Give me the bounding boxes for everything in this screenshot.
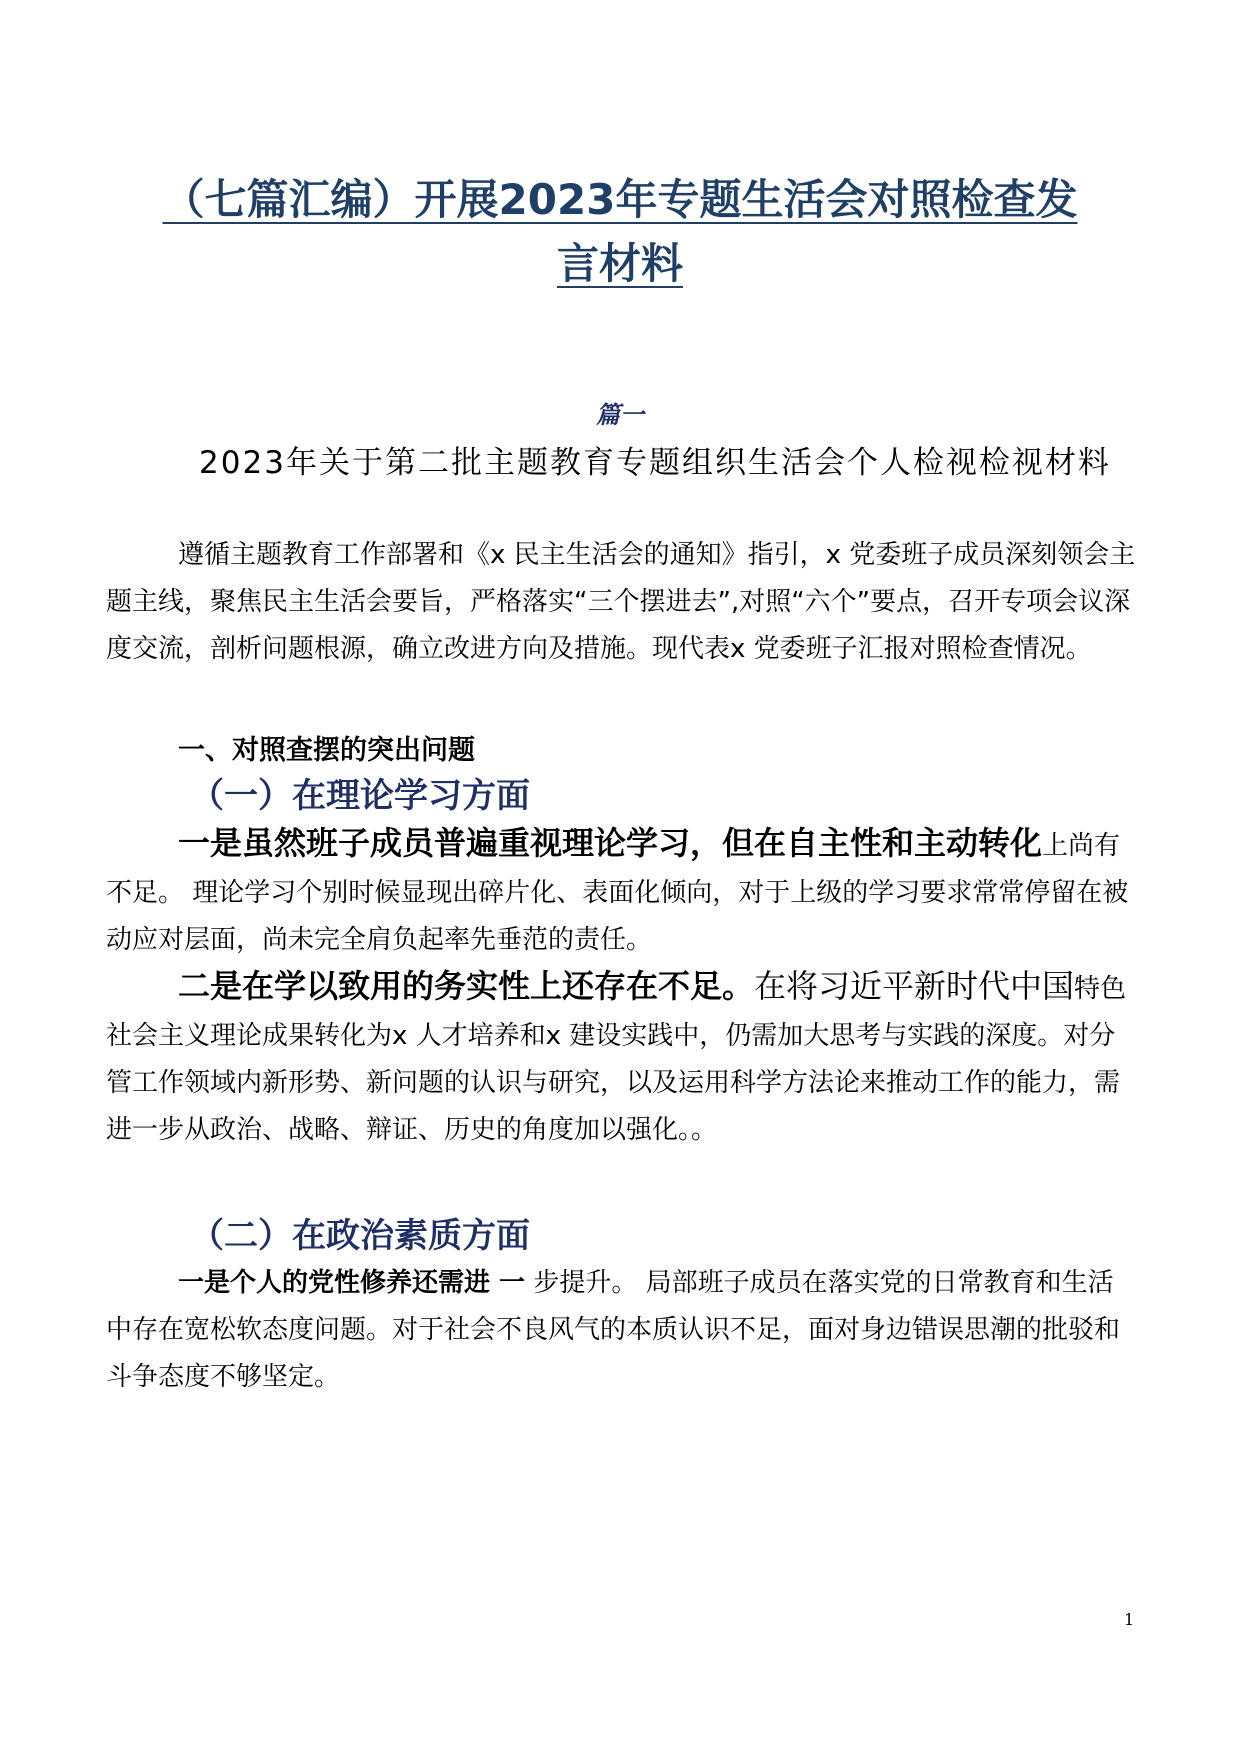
paragraph-theory-1-lead: 一是虽然班子成员普遍重视理论学习，但在自主性和主动转化 [178, 824, 1043, 862]
page-number: 1 [1124, 1610, 1135, 1629]
title-line-2: 言材料 [556, 239, 683, 288]
paragraph-theory-1-body: 上尚有不足。 理论学习个别时候显现出碎片化、表面化倾向，对于上级的学习要求常常停留在被动应对层面，尚未完全肩负起率先垂范的责任。 [106, 831, 1129, 955]
section-subtitle: 2023年关于第二批主题教育专题组织生活会个人检视检视材料 [199, 445, 1111, 481]
paragraph-political-1-body: 步提升。 局部班子成员在落实党的日常教育和生活中存在宽松软态度问题。对于社会不良风气的本质认识不足，面对身边错误思潮的批驳和斗争态度不够坚定。 [106, 1268, 1121, 1392]
heading-theory-study: （一）在理论学习方面 [190, 776, 530, 816]
paragraph-political-1-lead: 一是个人的党性修养还需进 一 [178, 1268, 526, 1298]
heading-level-1: 一、对照查摆的突出问题 [178, 735, 475, 766]
section-mark: 篇一 [596, 400, 644, 429]
document-title [100, 168, 1140, 296]
intro-paragraph: 遵循主题教育工作部署和《x 民主生活会的通知》指引，x 党委班子成员深刻领会主题主线，聚焦民主生活会要旨，严格落实“三个摆进去”,对照“六个”要点，召开专项会议深度交流，剖析问题根源，确立改进方向及措施。现代表x 党委班子汇报对照检查情况。 [106, 540, 1136, 664]
paragraph-theory-1 [106, 820, 1136, 964]
paragraph-theory-2 [106, 963, 1136, 1154]
heading-political-quality: （二）在政治素质方面 [190, 1216, 530, 1256]
paragraph-theory-2-lead-normal: 在将习近平新时代中国 [754, 967, 1075, 1005]
paragraph-theory-2-body: 特色社会主义理论成果转化为x 人才培养和x 建设实践中，仍需加大思考与实践的深度。对分管工作领域内新形势、新问题的认识与研究，以及运用科学方法论来推动工作的能力，需进一步从政治、战略、辩证、历史的角度加以强化。。 [106, 974, 1127, 1145]
paragraph-theory-2-lead: 二是在学以致用的务实性上还存在不足。 [178, 967, 755, 1005]
paragraph-political-1 [106, 1260, 1136, 1401]
title-line-1: （七篇汇编）开展2023年专题生活会对照检查发 [162, 175, 1078, 224]
